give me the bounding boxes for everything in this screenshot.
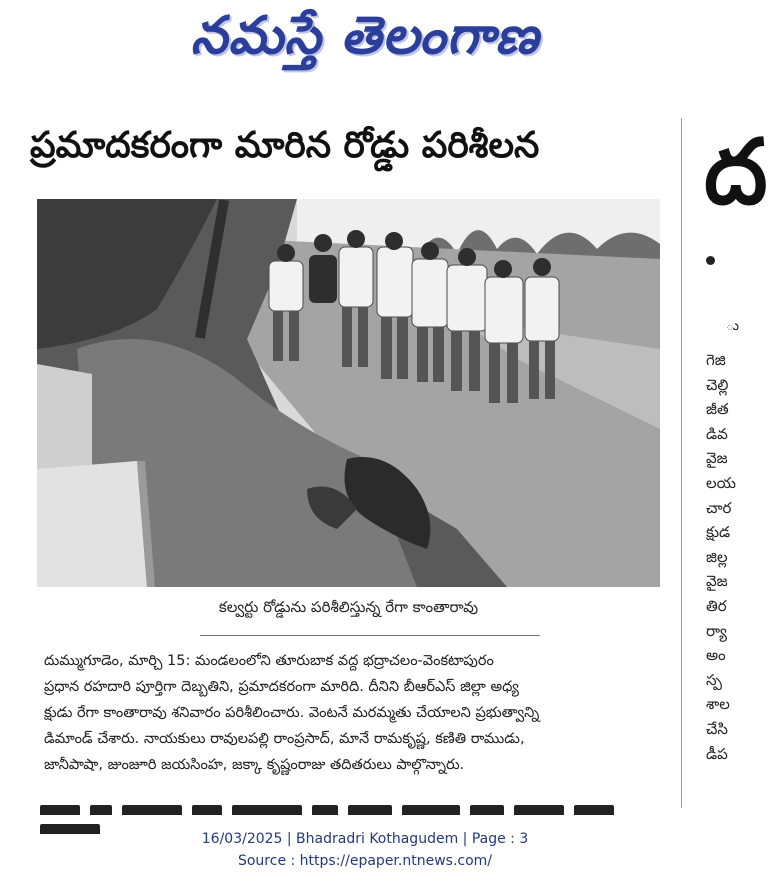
masthead	[0, 0, 730, 95]
side-line: చేసి	[706, 719, 728, 738]
masthead-title: నమస్తే తెలంగాణ	[190, 6, 540, 66]
side-line: వైజ	[706, 449, 728, 468]
photo-caption: కల్వర్టు రోడ్డును పరిశీలిస్తున్న రేగా కాంతారావు	[218, 598, 479, 616]
article-headline: ప్రమాదకరంగా మారిన రోడ్డు పరిశీలన	[30, 125, 540, 166]
body-line: క్షుడు రేగా కాంతారావు శనివారం పరిశీలించారు. వెంటనే మరమ్మతు చేయాలని ప్రభుత్వాన్ని	[44, 705, 540, 721]
body-line: దుమ్ముగూడెం, మార్చి 15: మండలంలోని తూరుబాక వద్ద భద్రాచలం-వెంకటాపురం	[44, 653, 494, 669]
article-body	[44, 648, 664, 778]
cut-off-next-headline	[40, 800, 670, 810]
side-headline-fragment: ద	[704, 120, 768, 225]
side-line: జీత	[706, 400, 729, 419]
adjacent-article-column	[682, 118, 768, 813]
side-line: లయ	[706, 473, 736, 492]
side-line: తిర	[706, 596, 727, 615]
side-line: అం	[706, 646, 726, 665]
side-line: శాల	[706, 695, 730, 714]
side-line: స్ప	[706, 670, 722, 689]
side-line: జిల్ల	[706, 547, 728, 566]
body-line: ప్రధాన రహదారి పూర్తిగా దెబ్బతిని, ప్రమాదకరంగా మారిది. దీనిని బీఆర్ఎస్ జిల్లా అధ్య	[44, 679, 519, 695]
caption-rule	[200, 635, 540, 636]
bullet-icon	[706, 256, 715, 265]
side-line: డీప	[706, 744, 728, 763]
side-text-lines	[706, 348, 736, 766]
side-line: గెజి	[706, 351, 726, 369]
side-line: క్షుడ	[706, 523, 731, 542]
side-line: వైజ	[706, 572, 728, 591]
footer	[0, 828, 730, 872]
body-line: డిమాండ్ చేశారు. నాయకులు రావులపల్లి రాంప్రసాద్, మానే రామకృష్ణ, కణితి రాముడు,	[44, 731, 525, 747]
side-line: చెల్లి	[706, 375, 729, 394]
side-line: ర్యా	[706, 621, 727, 640]
side-line: చార	[706, 498, 732, 517]
body-line: జానీపాషా, జుంజూరి జయసింహ, జక్కా కృష్ణంరాజు తదితరులు పాల్గొన్నారు.	[44, 757, 465, 773]
article-photo	[37, 199, 660, 587]
side-fragment: ు	[726, 318, 739, 334]
footer-edition-info: 16/03/2025 | Bhadradri Kothagudem | Page : 3	[201, 831, 529, 847]
side-line: డివ	[706, 424, 728, 443]
footer-source: Source : https://epaper.ntnews.com/	[237, 853, 493, 869]
